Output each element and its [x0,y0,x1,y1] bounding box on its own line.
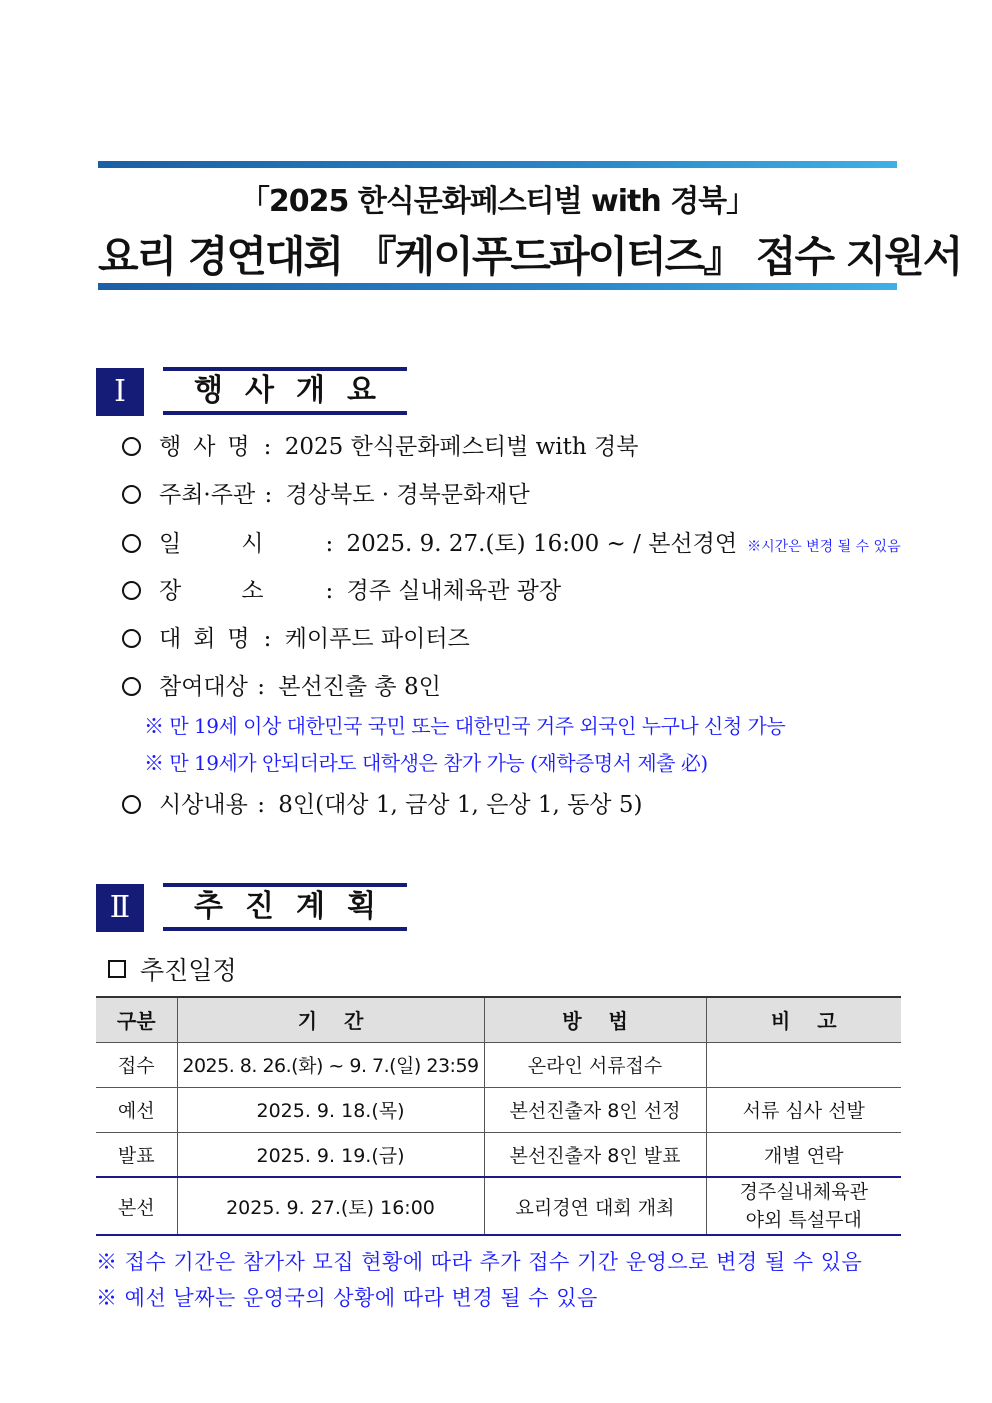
table-cell: 온라인 서류접수 [484,1042,706,1087]
header-top-bar [98,161,897,168]
footnote-1: ※ 접수 기간은 참가자 모집 현황에 따라 추가 접수 기간 운영으로 변경 될 수 있음 [96,1250,863,1274]
table-cell [706,1042,901,1087]
circle-bullet-icon [122,534,141,553]
table-header-cell: 방 법 [484,997,706,1042]
overview-item-participants: 참여대상 : 본선진출 총 8인 [122,668,441,701]
table-row [96,1177,901,1235]
table-cell: 본선진출자 8인 발표 [484,1132,706,1177]
table-cell: 2025. 9. 19.(금) [177,1132,484,1177]
circle-bullet-icon [122,437,141,456]
schedule-subtitle: 추진일정 [108,951,237,987]
table-cell: 서류 심사 선발 [706,1087,901,1132]
table-cell: 본선진출자 8인 선정 [484,1087,706,1132]
overview-item-venue: 장소: 경주 실내체육관 광장 [122,572,561,605]
table-cell: 접수 [96,1042,177,1087]
table-header-cell: 기 간 [177,997,484,1042]
table-cell: 개별 연락 [706,1132,901,1177]
table-cell: 발표 [96,1132,177,1177]
overview-item-contest-name: 대회명: 케이푸드 파이터즈 [122,620,470,653]
document-subtitle: 「2025 한식문화페스티벌 with 경북」 [239,184,756,219]
circle-bullet-icon [122,581,141,600]
venue-line-1: 경주실내체육관 [739,1181,868,1203]
table-header-row [96,997,901,1042]
table-cell: 본선 [96,1177,177,1235]
table-cell [706,1177,901,1235]
table-header-cell: 비 고 [706,997,901,1042]
section-1-title: 행사개요 [163,367,407,415]
header-bottom-bar [98,283,897,290]
overview-item-event-name: 행사명: 2025 한식문화페스티벌 with 경북 [122,428,638,461]
venue-line-2: 야외 특설무대 [745,1209,862,1231]
circle-bullet-icon [122,795,141,814]
table-cell: 요리경연 대회 개최 [484,1177,706,1235]
table-header-cell: 구분 [96,997,177,1042]
table-cell: 2025. 8. 26.(화) ~ 9. 7.(일) 23:59 [177,1042,484,1087]
circle-bullet-icon [122,677,141,696]
overview-item-datetime: 일시: 2025. 9. 27.(토) 16:00 ~ / 본선경연 ※시간은 변경 될 수 있음 [122,525,901,558]
table-row [96,1132,901,1177]
section-1-number: Ⅰ [96,368,144,416]
square-bullet-icon [108,960,126,978]
circle-bullet-icon [122,485,141,504]
eligibility-note-1: ※ 만 19세 이상 대한민국 국민 또는 대한민국 거주 외국인 누구나 신청 가능 [144,714,786,738]
table-cell: 예선 [96,1087,177,1132]
overview-item-awards: 시상내용 : 8인(대상 1, 금상 1, 은상 1, 동상 5) [122,786,642,819]
table-row [96,1087,901,1132]
circle-bullet-icon [122,629,141,648]
document-title: 요리 경연대회 『케이푸드파이터즈』 접수 지원서 [98,232,962,281]
footnote-2: ※ 예선 날짜는 운영국의 상황에 따라 변경 될 수 있음 [96,1286,598,1310]
time-change-note: ※시간은 변경 될 수 있음 [747,539,901,555]
schedule-table [96,996,901,1236]
section-2-title: 추진계획 [163,883,407,931]
table-row [96,1042,901,1087]
section-2-number: Ⅱ [96,884,144,932]
table-cell: 2025. 9. 18.(목) [177,1087,484,1132]
overview-item-host: 주최·주관 : 경상북도 · 경북문화재단 [122,476,530,509]
eligibility-note-2: ※ 만 19세가 안되더라도 대학생은 참가 가능 (재학증명서 제출 必) [144,751,708,775]
table-cell: 2025. 9. 27.(토) 16:00 [177,1177,484,1235]
